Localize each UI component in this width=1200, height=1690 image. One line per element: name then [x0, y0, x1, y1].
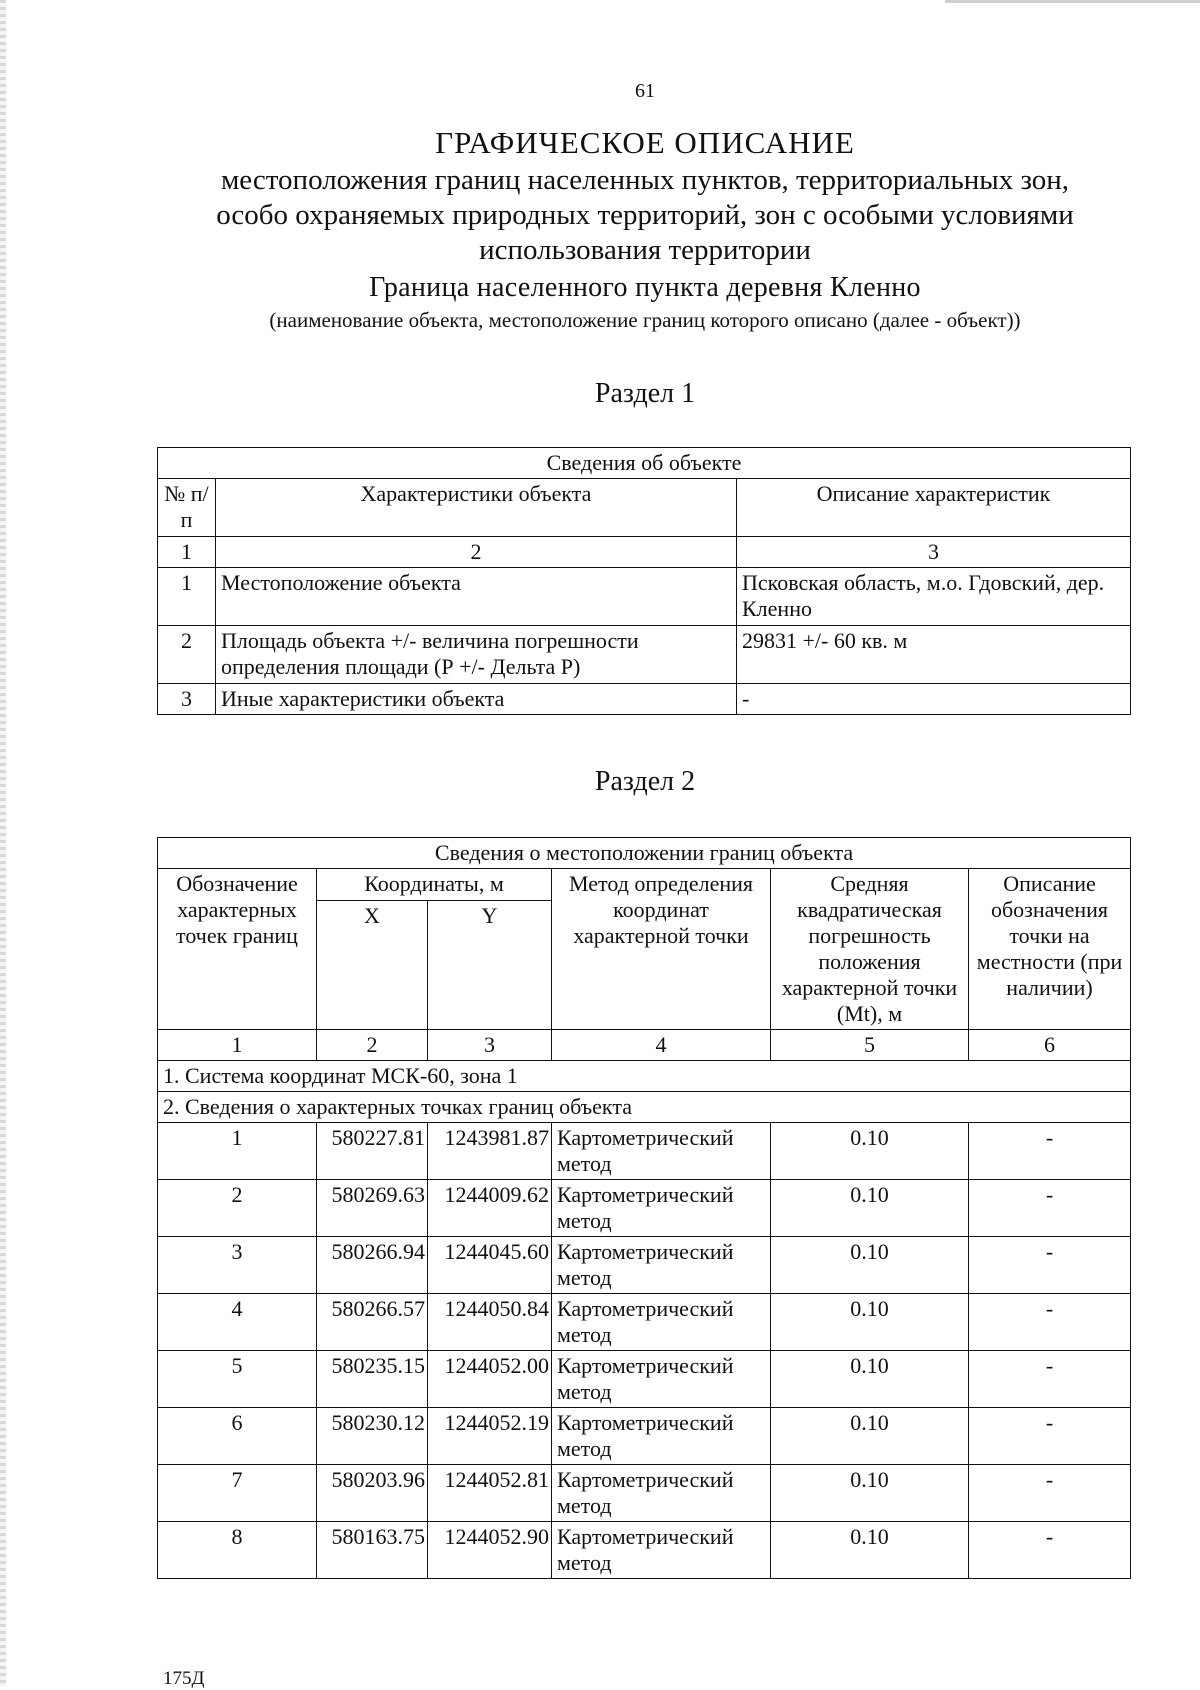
y-coordinate: 1243981.87: [428, 1123, 552, 1180]
title-block: [150, 123, 1140, 334]
description-cell: 29831 +/- 60 кв. м: [737, 626, 1131, 684]
point-id: 1: [158, 1123, 317, 1180]
description-cell: -: [737, 684, 1131, 715]
column-number: 1: [158, 537, 216, 568]
column-header-designation: Обозначение характерных точек границ: [158, 869, 317, 1030]
x-coordinate: 580266.57: [317, 1294, 428, 1351]
x-coordinate: 580163.75: [317, 1522, 428, 1579]
title-line: местоположения границ населенных пунктов, территориальных зон,: [220, 164, 1070, 196]
method-cell: Картометрический метод: [552, 1237, 771, 1294]
column-header-error: Средняя квадратическая погрешность положения характерной точки (Mt), м: [771, 869, 969, 1030]
error-cell: 0.10: [771, 1123, 969, 1180]
y-coordinate: 1244052.81: [428, 1465, 552, 1522]
page-number: 61: [635, 80, 655, 102]
footer-mark: 175Д: [163, 1668, 205, 1689]
point-description: -: [969, 1408, 1131, 1465]
table-title: Сведения о местоположении границ объекта: [158, 838, 1131, 869]
method-cell: Картометрический метод: [552, 1294, 771, 1351]
error-cell: 0.10: [771, 1465, 969, 1522]
title-line: особо охраняемых природных территорий, зон с особыми условиями: [216, 199, 1074, 231]
x-coordinate: 580227.81: [317, 1123, 428, 1180]
row-number: 1: [158, 568, 216, 626]
characteristic-cell: Местоположение объекта: [216, 568, 737, 626]
scan-edge-top: [945, 0, 1200, 3]
document-title: ГРАФИЧЕСКОЕ ОПИСАНИЕ: [435, 125, 855, 160]
table-row: [158, 684, 1131, 715]
error-cell: 0.10: [771, 1180, 969, 1237]
x-coordinate: 580269.63: [317, 1180, 428, 1237]
point-id: 2: [158, 1180, 317, 1237]
point-id: 8: [158, 1522, 317, 1579]
table-row: [158, 1408, 1131, 1465]
table-row: [158, 568, 1131, 626]
column-number: 4: [552, 1030, 771, 1061]
title-line: использования территории: [479, 234, 811, 266]
y-coordinate: 1244045.60: [428, 1237, 552, 1294]
point-description: -: [969, 1522, 1131, 1579]
y-coordinate: 1244052.00: [428, 1351, 552, 1408]
point-description: -: [969, 1123, 1131, 1180]
point-description: -: [969, 1351, 1131, 1408]
column-header-point-description: Описание обозначения точки на местности (при наличии): [969, 869, 1131, 1030]
method-cell: Картометрический метод: [552, 1522, 771, 1579]
object-info-table: [157, 447, 1131, 715]
table-row: [158, 1522, 1131, 1579]
method-cell: Картометрический метод: [552, 1123, 771, 1180]
scan-edge-left: [0, 0, 6, 1686]
object-name: Граница населенного пункта деревня Кленно: [369, 272, 921, 303]
x-coordinate: 580266.94: [317, 1237, 428, 1294]
object-hint: (наименование объекта, местоположение границ которого описано (далее - объект)): [269, 308, 1021, 332]
point-description: -: [969, 1294, 1131, 1351]
point-id: 5: [158, 1351, 317, 1408]
y-coordinate: 1244009.62: [428, 1180, 552, 1237]
method-cell: Картометрический метод: [552, 1408, 771, 1465]
table-row: [158, 1294, 1131, 1351]
column-number: 3: [737, 537, 1131, 568]
method-cell: Картометрический метод: [552, 1180, 771, 1237]
error-cell: 0.10: [771, 1408, 969, 1465]
description-cell: Псковская область, м.о. Гдовский, дер. Кленно: [737, 568, 1131, 626]
table-row: [158, 1465, 1131, 1522]
table-row: [158, 1123, 1131, 1180]
column-number: 2: [317, 1030, 428, 1061]
column-number: 1: [158, 1030, 317, 1061]
characteristic-cell: Иные характеристики объекта: [216, 684, 737, 715]
column-number: 2: [216, 537, 737, 568]
error-cell: 0.10: [771, 1237, 969, 1294]
column-header-method: Метод определения координат характерной точки: [552, 869, 771, 1030]
table-title: Сведения об объекте: [158, 448, 1131, 479]
x-coordinate: 580203.96: [317, 1465, 428, 1522]
method-cell: Картометрический метод: [552, 1465, 771, 1522]
table-row: [158, 626, 1131, 684]
y-coordinate: 1244052.90: [428, 1522, 552, 1579]
column-number: 5: [771, 1030, 969, 1061]
point-id: 7: [158, 1465, 317, 1522]
column-number: 3: [428, 1030, 552, 1061]
y-coordinate: 1244050.84: [428, 1294, 552, 1351]
coordinate-system: 1. Система координат МСК-60, зона 1: [158, 1061, 1131, 1092]
x-coordinate: 580235.15: [317, 1351, 428, 1408]
point-description: -: [969, 1465, 1131, 1522]
column-header-number: № п/п: [158, 479, 216, 537]
point-id: 3: [158, 1237, 317, 1294]
points-heading: 2. Сведения о характерных точках границ объекта: [158, 1092, 1131, 1123]
row-number: 2: [158, 626, 216, 684]
column-header-description: Описание характеристик: [737, 479, 1131, 537]
row-number: 3: [158, 684, 216, 715]
column-header-y: Y: [428, 900, 552, 1029]
table-row: [158, 1351, 1131, 1408]
table-row: [158, 1180, 1131, 1237]
x-coordinate: 580230.12: [317, 1408, 428, 1465]
column-header-x: X: [317, 900, 428, 1029]
point-id: 6: [158, 1408, 317, 1465]
column-number: 6: [969, 1030, 1131, 1061]
error-cell: 0.10: [771, 1351, 969, 1408]
characteristic-cell: Площадь объекта +/- величина погрешности определения площади (Р +/- Дельта Р): [216, 626, 737, 684]
y-coordinate: 1244052.19: [428, 1408, 552, 1465]
error-cell: 0.10: [771, 1522, 969, 1579]
section1-title: Раздел 1: [594, 378, 696, 409]
column-header-characteristic: Характеристики объекта: [216, 479, 737, 537]
point-description: -: [969, 1180, 1131, 1237]
point-id: 4: [158, 1294, 317, 1351]
error-cell: 0.10: [771, 1294, 969, 1351]
boundary-points-table: [157, 837, 1131, 1579]
table-row: [158, 1237, 1131, 1294]
point-description: -: [969, 1237, 1131, 1294]
method-cell: Картометрический метод: [552, 1351, 771, 1408]
section2-title: Раздел 2: [594, 766, 696, 797]
column-header-coordinates: Координаты, м: [317, 869, 552, 901]
